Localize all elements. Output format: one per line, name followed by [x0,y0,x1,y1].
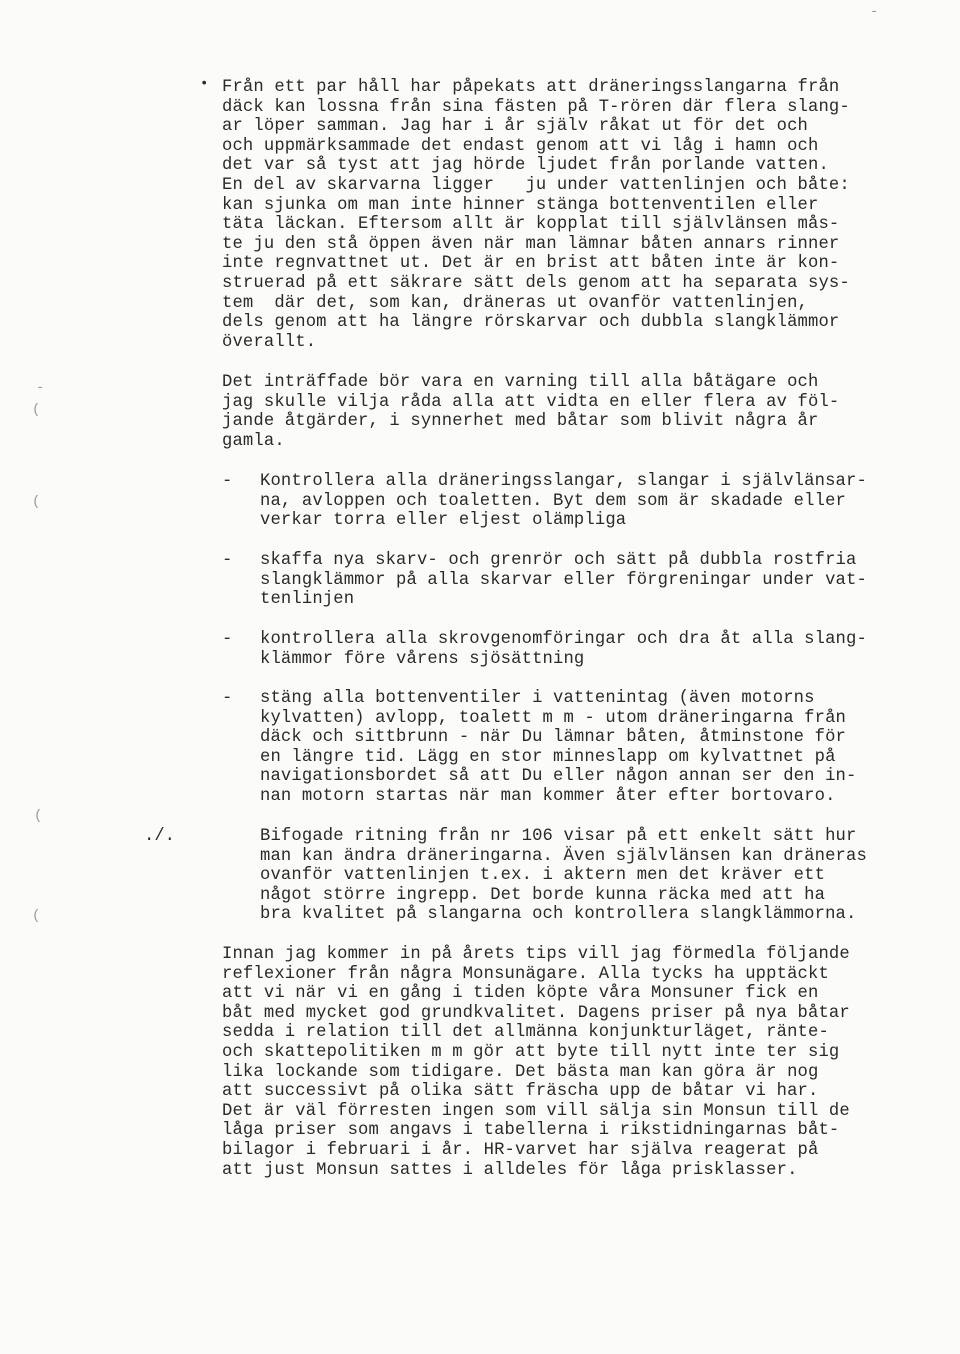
list-dash: - [222,551,233,570]
text-line: en längre tid. Lägg en stor minneslapp om kylvattnet på [260,747,836,767]
scan-speck: ( [34,808,43,824]
text-line: kontrollera alla skrovgenomföringar och dra åt alla slang- [260,630,867,649]
text-line: tenlinjen [260,590,355,610]
text-line: att just Monsun sattes i alldeles för låga prisklasser. [222,1160,798,1180]
list-dash: - [222,472,233,491]
text-line: slangklämmor på alla skarvar eller förgreningar under vat- [260,570,867,590]
scan-speck: ( [32,402,41,418]
text-line: tem där det, som kan, dräneras ut ovanför vattenlinjen, [222,293,808,313]
text-line: lika lockande som tidigare. Det bästa man kan göra är nog [222,1062,819,1082]
paragraph-reflections [222,945,942,1180]
text-line: Från ett par håll har påpekats att dräneringsslangarna från [222,78,840,97]
margin-mark: ./. [144,827,175,846]
text-line: något större ingrepp. Det borde kunna räcka med att ha [260,885,826,905]
text-line: navigationsbordet så att Du eller någon annan ser den in- [260,767,857,787]
text-line: klämmor före vårens sjösättning [260,649,585,669]
text-line: jande åtgärder, i synnerhet med båtar som blivit några år [222,412,819,432]
text-line: kan sjunka om man inte hinner stänga bottenventilen eller [222,195,819,215]
scan-speck: ( [32,908,41,924]
text-line: Det inträffade bör vara en varning till alla båtägare och [222,373,819,392]
text-line: att successivt på olika sätt fräscha upp de båtar vi har. [222,1082,819,1102]
bullet-mark: • [200,76,209,92]
text-line: dels genom att ha längre rörskarvar och dubbla slangklämmor [222,313,840,333]
scan-speck: ( [32,494,41,510]
text-line: nan motorn startas när man kommer åter efter bortovaro. [260,786,836,806]
text-line: låga priser som angavs i tabellerna i rikstidningarnas båt- [222,1121,840,1141]
text-line: ar löper samman. Jag har i år själv råkat ut för det och [222,117,808,137]
scan-speck: - [36,380,45,396]
text-line: bilagor i februari i år. HR-varvet har själva reagerat på [222,1140,819,1160]
text-line: na, avloppen och toaletten. Byt dem som är skadade eller [260,491,846,511]
text-line: bra kvalitet på slangarna och kontrollera slangklämmorna. [260,905,857,925]
text-line: det var så tyst att jag hörde ljudet från porlande vatten. [222,156,829,176]
text-line: reflexioner från några Monsunägare. Alla tycks ha upptäckt [222,964,829,984]
text-line: båt med mycket god grundkvalitet. Dagens priser på nya båtar [222,1003,850,1023]
text-line: struerad på ett säkrare sätt dels genom att ha separata sys- [222,273,850,293]
text-line: och uppmärksammade det endast genom att vi låg i hamn och [222,136,819,156]
paragraph-drainage-problem [222,78,942,352]
text-line: överallt. [222,332,317,352]
text-line: inte regnvattnet ut. Det är en brist att båten inte är kon- [222,254,840,274]
text-line: gamla. [222,431,285,451]
text-line: Innan jag kommer in på årets tips vill jag förmedla följande [222,945,850,964]
list-dash: - [222,630,233,649]
list-dash: - [222,689,233,708]
text-line: jag skulle vilja råda alla att vidta en eller flera av föl- [222,392,840,412]
text-line: och skattepolitiken m m gör att byte till nytt inte ter sig [222,1042,840,1062]
text-line: Det är väl förresten ingen som vill sälja sin Monsun till de [222,1101,850,1121]
text-line: sedda i relation till det allmänna konjunkturläget, ränte- [222,1023,829,1043]
paragraph-warning [222,373,942,451]
text-line: att vi när vi en gång i tiden köpte våra Monsuner fick en [222,984,819,1004]
text-line: däck kan lossna från sina fästen på T-rören där flera slang- [222,97,850,117]
text-line: te ju den stå öppen även när man lämnar båten annars rinner [222,234,840,254]
text-line: verkar torra eller eljest olämpliga [260,511,627,531]
text-line: täta läckan. Eftersom allt är kopplat till självlänsen mås- [222,215,840,235]
text-line: man kan ändra dräneringarna. Även självlänsen kan dräneras [260,846,867,866]
text-line: kylvatten) avlopp, toalett m m - utom dräneringarna från [260,708,846,728]
text-line: Bifogade ritning från nr 106 visar på ett enkelt sätt hur [260,827,857,846]
text-line: Kontrollera alla dräneringsslangar, slangar i självlänsar- [260,472,867,491]
text-line: däck och sittbrunn - när Du lämnar båten, åtminstone för [260,728,846,748]
text-line: ovanför vattenlinjen t.ex. i aktern men det kräver ett [260,866,826,886]
text-line: En del av skarvarna ligger ju under vattenlinjen och båte: [222,175,850,195]
text-line: skaffa nya skarv- och grenrör och sätt på dubbla rostfria [260,551,857,570]
text-line: stäng alla bottenventiler i vattenintag (även motorns [260,689,815,708]
scan-speck: - [870,4,879,20]
